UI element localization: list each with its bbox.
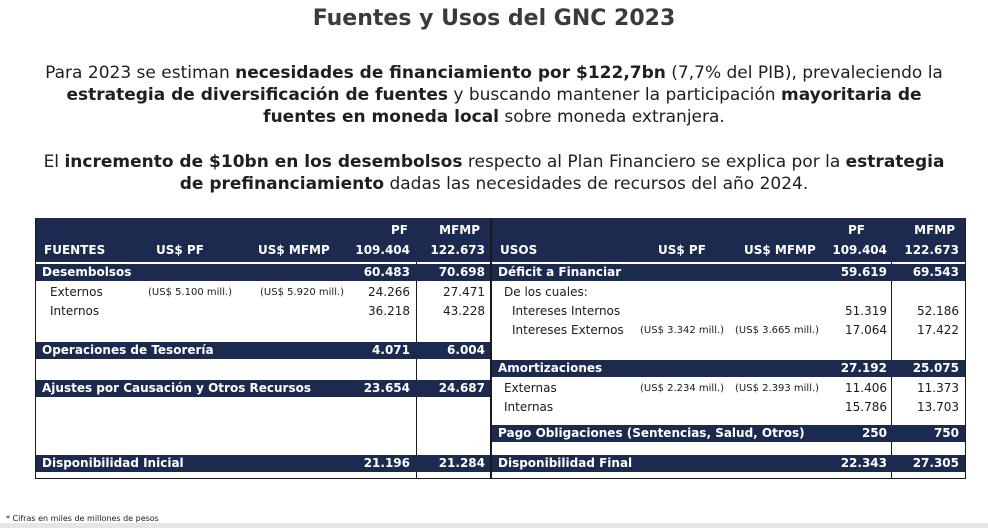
- mfmp-value: 52.186: [917, 304, 959, 318]
- usd-mfmp-header: US$ MFMP: [258, 243, 330, 257]
- pf-value: 250: [861, 426, 887, 440]
- de-los-cuales-row: [492, 284, 965, 301]
- mfmp-value: 43.228: [443, 304, 485, 318]
- row-label: Desembolsos: [42, 265, 132, 279]
- mfmp-value: 24.687: [438, 381, 485, 395]
- disponibilidad-inicial-row: [36, 455, 490, 472]
- ajustes-row: [36, 380, 490, 397]
- row-label: Intereses Externos: [512, 323, 624, 337]
- mfmp-value: 25.075: [912, 361, 959, 375]
- usd-mfmp-value: (US$ 5.920 mill.): [260, 287, 345, 298]
- page-title: Fuentes y Usos del GNC 2023: [312, 6, 676, 31]
- row-label: Intereses Internos: [512, 304, 621, 318]
- mfmp-value: 6.004: [447, 343, 485, 357]
- mfmp-value: 17.422: [917, 323, 959, 337]
- intereses-externos-row: [492, 322, 965, 339]
- mfmp-value: 21.284: [438, 456, 485, 470]
- usd-pf-value: (US$ 2.234 mill.): [640, 383, 725, 394]
- pf-header: PF: [391, 223, 408, 237]
- mfmp-value: 27.305: [912, 456, 959, 470]
- pf-value: 27.192: [840, 361, 887, 375]
- row-label: Déficit a Financiar: [498, 265, 622, 279]
- row-label: Disponibilidad Inicial: [42, 456, 184, 470]
- mfmp-header: MFMP: [914, 223, 955, 237]
- usd-pf-header: US$ PF: [658, 243, 706, 257]
- intereses-internos-row: [492, 303, 965, 320]
- desembolsos-row: [36, 264, 490, 281]
- pf-value: 51.319: [845, 304, 887, 318]
- summary-paragraph-2: El incremento de $10bn en los desembolsos respecto al Plan Financiero se explica por la estrategia de prefinanciamiento dadas las necesidades de recursos del año 2024.: [43, 152, 945, 194]
- pf-value: 60.483: [363, 265, 410, 279]
- pf-value: 23.654: [363, 381, 410, 395]
- mfmp-header: MFMP: [439, 223, 480, 237]
- externos-row: [36, 284, 490, 301]
- usd-mfmp-header: US$ MFMP: [744, 243, 816, 257]
- usd-mfmp-value: (US$ 2.393 mill.): [735, 383, 820, 394]
- usd-pf-header: US$ PF: [156, 243, 204, 257]
- mfmp-value: 750: [933, 426, 959, 440]
- fuentes-header-label: FUENTES: [44, 243, 106, 257]
- row-label: Internas: [504, 400, 554, 414]
- mfmp-total: 122.673: [904, 243, 959, 257]
- pf-value: 17.064: [845, 323, 887, 337]
- row-label: Internos: [50, 304, 100, 318]
- pago-obligaciones-row: [492, 425, 965, 442]
- pf-total: 109.404: [832, 243, 887, 257]
- pf-value: 22.343: [840, 456, 887, 470]
- row-label: Externos: [50, 285, 103, 299]
- row-label: Amortizaciones: [498, 361, 603, 375]
- mfmp-value: 11.373: [917, 381, 959, 395]
- pf-value: 15.786: [845, 400, 887, 414]
- internos-row: [36, 303, 490, 320]
- row-label: Pago Obligaciones (Sentencias, Salud, Otros): [498, 426, 805, 440]
- fuentes-table: [35, 218, 491, 479]
- usos-header-label: USOS: [500, 243, 538, 257]
- pf-value: 24.266: [368, 285, 410, 299]
- pf-value: 36.218: [368, 304, 410, 318]
- usd-pf-value: (US$ 5.100 mill.): [148, 287, 233, 298]
- internas-row: [492, 399, 965, 416]
- summary-paragraph-1: Para 2023 se estiman necesidades de financiamiento por $122,7bn (7,7% del PIB), prevaleciendo la estrategia de diversificación de fuentes y buscando mantener la participación mayoritaria de fuentes en moneda local sobre moneda extranjera.: [45, 63, 943, 127]
- mfmp-total: 122.673: [430, 243, 485, 257]
- disponibilidad-final-row: [492, 455, 965, 472]
- usos-header: [492, 218, 965, 262]
- mfmp-value: 70.698: [438, 265, 485, 279]
- row-label: Ajustes por Causación y Otros Recursos: [42, 381, 311, 395]
- externas-row: [492, 380, 965, 397]
- footnote: * Cifras en miles de millones de pesos: [6, 514, 159, 523]
- bottom-strip: [0, 523, 988, 528]
- usos-table: [491, 218, 966, 479]
- fuentes-header: [36, 218, 490, 262]
- usd-mfmp-value: (US$ 3.665 mill.): [735, 325, 820, 336]
- pf-value: 59.619: [840, 265, 887, 279]
- deficit-row: [492, 264, 965, 281]
- row-label: De los cuales:: [504, 285, 588, 299]
- mfmp-value: 27.471: [443, 285, 485, 299]
- pf-value: 21.196: [363, 456, 410, 470]
- row-label: Operaciones de Tesorería: [42, 343, 214, 357]
- row-label: Disponibilidad Final: [498, 456, 633, 470]
- tesoreria-row: [36, 342, 490, 359]
- usd-pf-value: (US$ 3.342 mill.): [640, 325, 725, 336]
- mfmp-value: 13.703: [917, 400, 959, 414]
- amortizaciones-row: [492, 360, 965, 377]
- pf-total: 109.404: [355, 243, 410, 257]
- row-label: Externas: [504, 381, 557, 395]
- pf-header: PF: [848, 223, 865, 237]
- pf-value: 4.071: [372, 343, 410, 357]
- pf-value: 11.406: [845, 381, 887, 395]
- mfmp-value: 69.543: [912, 265, 959, 279]
